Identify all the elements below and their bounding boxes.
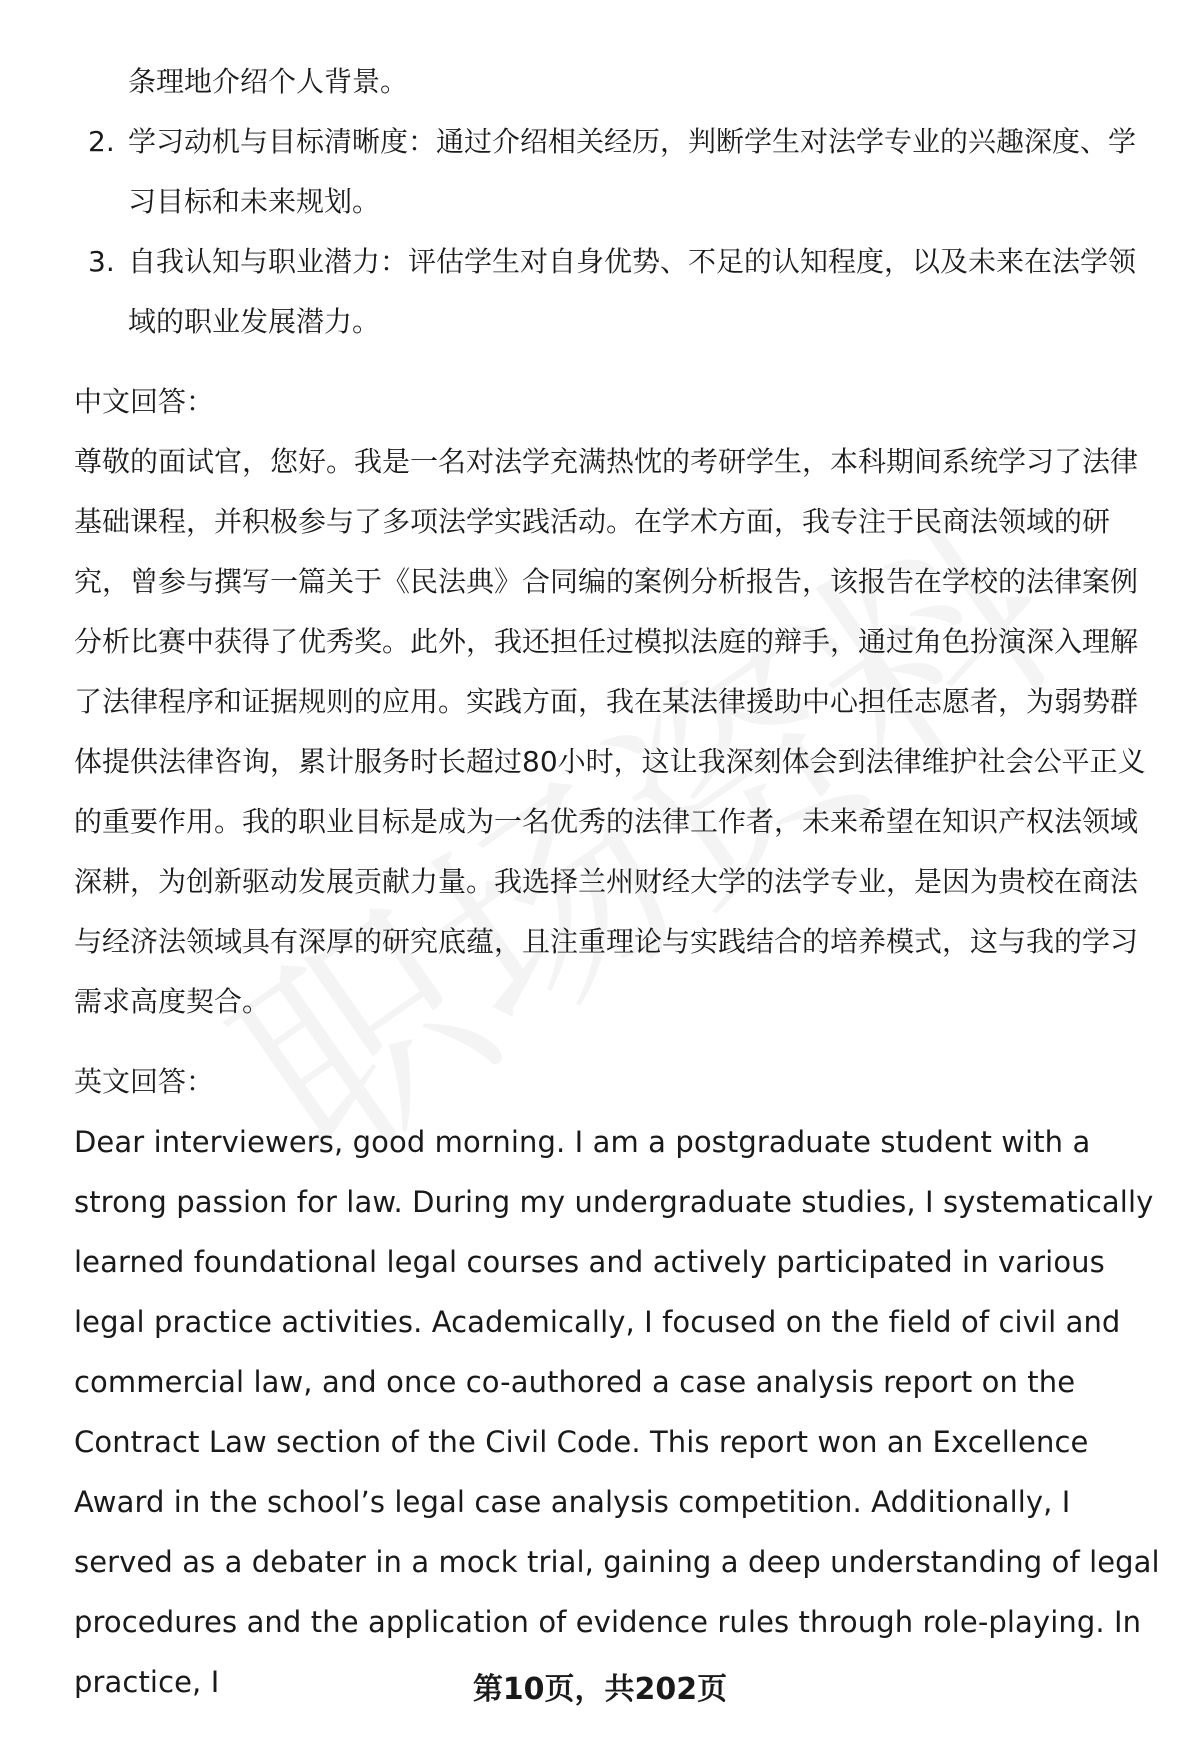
english-answer-body: Dear interviewers, good morning. I am a postgraduate student with a strong passion for law. During my undergraduate studies, I systematically learned foundational legal courses and actively participated in various legal practice activities. Academically, I focused on the field of civil and commercial law, and once co-authored a case analysis report on the Contract Law section of the Civil Code. This report won an Excellence Award in the school’s legal case analysis competition. Additionally, I served as a debater in a mock trial, gaining a deep understanding of legal procedures and the application of evidence rules through role-playing. In practice, I <box>74 1125 1160 1699</box>
list-item-number: 3. <box>88 245 115 278</box>
criteria-list <box>74 112 1160 352</box>
chinese-answer-heading: 中文回答： <box>74 385 215 418</box>
list-item-text: 学习动机与目标清晰度：通过介绍相关经历，判断学生对法学专业的兴趣深度、学习目标和未来规划。 <box>128 125 1137 218</box>
english-answer-heading: 英文回答： <box>74 1065 215 1098</box>
list-item-text: 自我认知与职业潜力：评估学生对自身优势、不足的认知程度，以及未来在法学领域的职业发展潜力。 <box>128 245 1137 338</box>
page-content <box>74 52 1160 1712</box>
list-item-number: 2. <box>88 125 115 158</box>
intro-continuation: 条理地介绍个人背景。 <box>128 65 409 98</box>
page-number: 第10页，共202页 <box>472 1672 728 1707</box>
list-item <box>74 232 1160 352</box>
chinese-answer-body: 尊敬的面试官，您好。我是一名对法学充满热忱的考研学生，本科期间系统学习了法律基础课程，并积极参与了多项法学实践活动。在学术方面，我专注于民商法领域的研究，曾参与撰写一篇关于《民法典》合同编的案例分析报告，该报告在学校的法律案例分析比赛中获得了优秀奖。此外，我还担任过模拟法庭的辩手，通过角色扮演深入理解了法律程序和证据规则的应用。实践方面，我在某法律援助中心担任志愿者，为弱势群体提供法律咨询，累计服务时长超过80小时，这让我深刻体会到法律维护社会公平正义的重要作用。我的职业目标是成为一名优秀的法律工作者，未来希望在知识产权法领域深耕，为创新驱动发展贡献力量。我选择兰州财经大学的法学专业，是因为贵校在商法与经济法领域具有深厚的研究底蕴，且注重理论与实践结合的培养模式，这与我的学习需求高度契合。 <box>74 445 1146 1018</box>
list-item <box>74 112 1160 232</box>
